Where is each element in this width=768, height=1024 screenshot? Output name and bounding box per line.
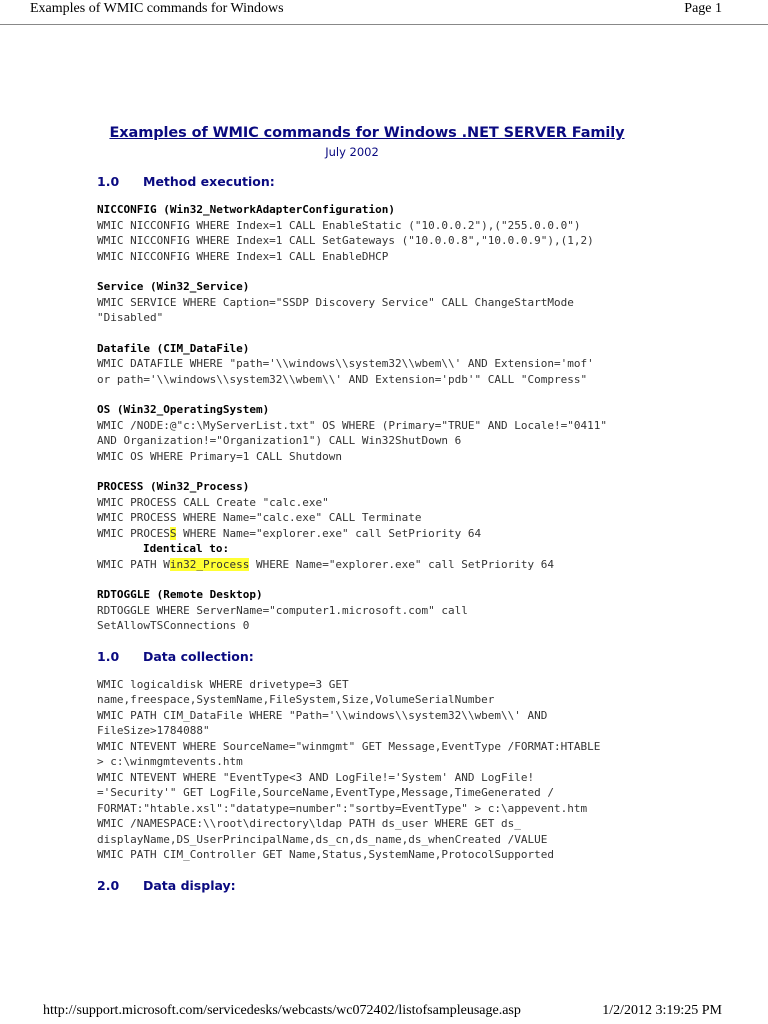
code-line: WMIC PROCESS WHERE Name="calc.exe" CALL Terminate (97, 511, 422, 524)
code-line: WMIC OS WHERE Primary=1 CALL Shutdown (97, 449, 343, 463)
code-line: WMIC /NODE:@"c:\MyServerList.txt" OS WHERE (Primary="TRUE" AND Locale!="0411" (97, 418, 607, 432)
code-line: WMIC logicaldisk WHERE drivetype=3 GET (97, 677, 349, 691)
block-heading: Datafile (CIM_DataFile) (97, 341, 250, 355)
code-line: displayName,DS_UserPrincipalName,ds_cn,ds_name,ds_whenCreated /VALUE (97, 832, 548, 846)
section-title: Data display: (143, 877, 236, 893)
nicconfig-block (97, 202, 717, 264)
code-line: name,freespace,SystemName,FileSystem,Size,VolumeSerialNumber (97, 693, 495, 706)
code-line: WMIC SERVICE WHERE Caption="SSDP Discovery Service" CALL ChangeStartMode (97, 295, 574, 309)
section-number: 1.0 (97, 174, 120, 189)
section-number: 1.0 (97, 648, 120, 664)
service-block (97, 279, 717, 326)
document-body (97, 122, 717, 906)
code-line (97, 557, 717, 573)
section-heading-data-collection (97, 649, 717, 665)
block-heading: OS (Win32_OperatingSystem) (97, 403, 270, 416)
code-line: WMIC NTEVENT WHERE "EventType<3 AND LogFile!='System' AND LogFile! (97, 770, 535, 784)
section-number: 2.0 (97, 877, 120, 893)
code-text: WMIC PROCES (97, 526, 170, 540)
page-header (0, 0, 768, 25)
code-line: WMIC PROCESS CALL Create "calc.exe" (97, 495, 329, 509)
block-heading: Service (Win32_Service) (97, 280, 250, 293)
highlighted-text: S (169, 526, 177, 540)
code-line: WMIC NICCONFIG WHERE Index=1 CALL EnableStatic ("10.0.0.2"),("255.0.0.0") (97, 218, 581, 232)
process-block (97, 479, 717, 572)
section-title: Data collection: (143, 648, 254, 664)
code-text: WHERE Name="explorer.exe" call SetPriority 64 (176, 526, 482, 540)
section-heading-method-execution (97, 174, 717, 190)
footer-date: 1/2/2012 3:19:25 PM (602, 1003, 722, 1018)
identical-to-note: Identical to: (143, 542, 230, 555)
code-line: FileSize>1784088" (97, 724, 210, 737)
code-line: or path='\\windows\\system32\\wbem\\' AND Extension='pdb'" CALL "Compress" (97, 372, 588, 386)
code-line: WMIC PATH CIM_DataFile WHERE "Path='\\windows\\system32\\wbem\\' AND (97, 708, 548, 722)
page-number: Page 1 (684, 1, 722, 16)
header-title: Examples of WMIC commands for Windows (30, 1, 284, 16)
footer-url: http://support.microsoft.com/servicedesks/webcasts/wc072402/listofsampleusage.asp (43, 1003, 521, 1018)
document-date: July 2002 (325, 145, 379, 159)
code-line: WMIC /NAMESPACE:\\root\directory\ldap PATH ds_user WHERE GET ds_ (97, 817, 521, 830)
section-title: Method execution: (143, 174, 275, 189)
code-line: FORMAT:"htable.xsl":"datatype=number":"sortby=EventType" > c:\appevent.htm (97, 801, 588, 815)
code-line (97, 526, 717, 542)
os-block (97, 402, 717, 464)
highlighted-text: in32_Process (169, 557, 250, 571)
datafile-block (97, 341, 717, 388)
code-text: WHERE Name="explorer.exe" call SetPriority 64 (249, 557, 554, 571)
block-heading: PROCESS (Win32_Process) (97, 480, 250, 493)
code-line: SetAllowTSConnections 0 (97, 619, 250, 632)
block-heading: RDTOGGLE (Remote Desktop) (97, 588, 263, 601)
code-line: WMIC PATH CIM_Controller GET Name,Status,SystemName,ProtocolSupported (97, 848, 554, 861)
code-line: ='Security'" GET LogFile,SourceName,EventType,Message,TimeGenerated / (97, 786, 554, 799)
section-heading-data-display (97, 878, 717, 894)
page-footer (0, 1003, 768, 1023)
code-line: WMIC NTEVENT WHERE SourceName="winmgmt" GET Message,EventType /FORMAT:HTABLE (97, 739, 601, 753)
rdtoggle-block (97, 587, 717, 634)
code-line: WMIC NICCONFIG WHERE Index=1 CALL SetGateways ("10.0.0.8","10.0.0.9"),(1,2) (97, 234, 594, 247)
code-line: WMIC DATAFILE WHERE "path='\\windows\\system32\\wbem\\' AND Extension='mof' (97, 357, 594, 370)
code-line: AND Organization!="Organization1") CALL Win32ShutDown 6 (97, 434, 462, 447)
code-line: > c:\winmgmtevents.htm (97, 755, 243, 768)
code-line: "Disabled" (97, 311, 164, 324)
block-heading: NICCONFIG (Win32_NetworkAdapterConfiguration) (97, 203, 396, 216)
data-collection-block (97, 677, 717, 863)
code-text: WMIC PATH W (97, 557, 170, 571)
code-line: RDTOGGLE WHERE ServerName="computer1.microsoft.com" call (97, 603, 468, 617)
code-line: WMIC NICCONFIG WHERE Index=1 CALL EnableDHCP (97, 249, 389, 263)
document-title: Examples of WMIC commands for Windows .NET SERVER Family (109, 125, 625, 141)
